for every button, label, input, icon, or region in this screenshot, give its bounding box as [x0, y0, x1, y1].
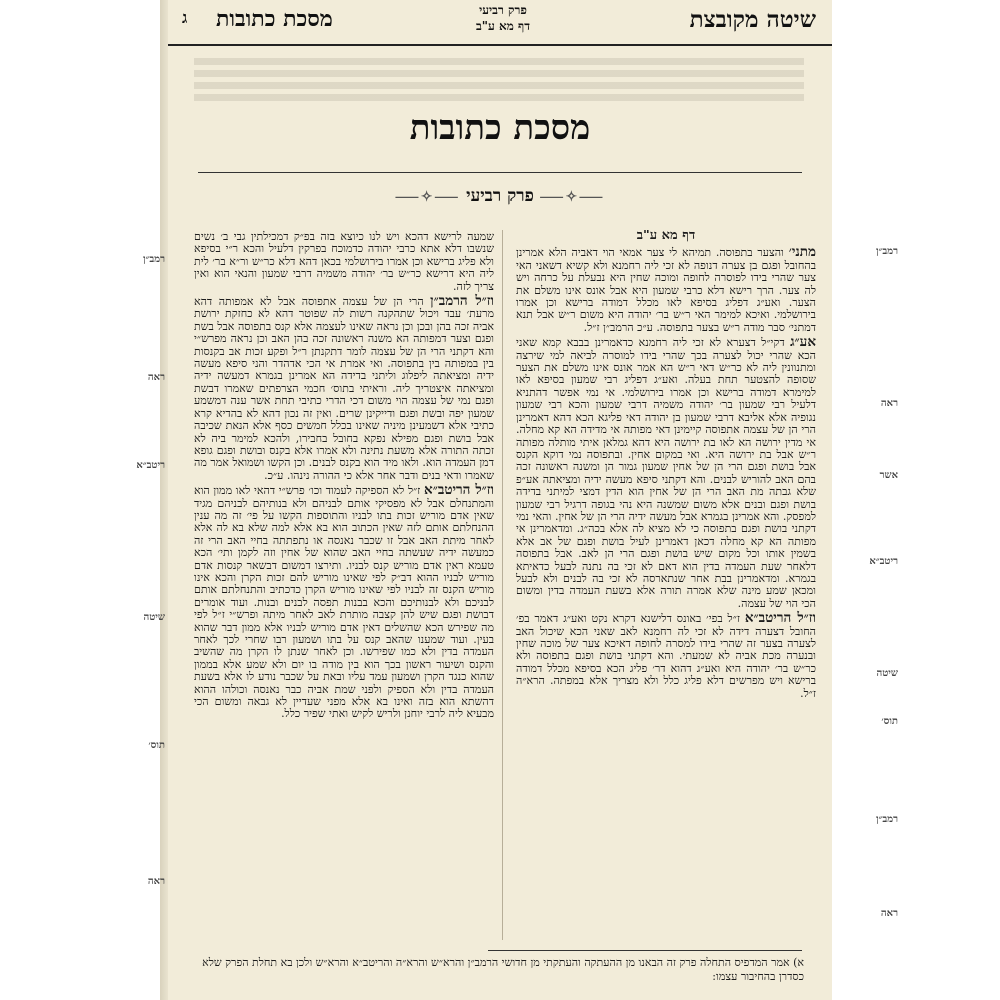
chapter-heading — [168, 186, 832, 206]
daf-heading: דף מא ע"ב — [636, 230, 696, 243]
paragraph-lead: וז״ל הרמב״ן — [430, 293, 494, 310]
paragraph — [194, 295, 494, 482]
margin-note: ראה — [880, 908, 898, 919]
header-page-number: ג — [182, 8, 188, 27]
header-daf: דף מא ע"ב — [476, 19, 530, 33]
paragraph — [516, 246, 816, 334]
ornament-icon: ⸺✧⸺ — [539, 189, 605, 205]
margin-note: רמב״ן — [875, 246, 898, 257]
margin-note: שיטה — [143, 612, 165, 623]
margin-note: ראה — [147, 372, 165, 383]
bleed-through-text — [194, 58, 804, 104]
paragraph — [194, 230, 494, 293]
left-text-column — [194, 230, 494, 940]
column-divider — [502, 230, 503, 940]
margin-note: רמב״ן — [875, 814, 898, 825]
margin-note: שיטה — [876, 668, 898, 679]
tractate-title: מסכת כתובות — [409, 108, 591, 148]
running-header — [168, 0, 832, 46]
header-chapter-daf — [438, 2, 568, 34]
paragraph — [516, 336, 816, 610]
book-page — [168, 0, 832, 1000]
paragraph — [194, 484, 494, 721]
paragraph-lead: מתני׳ — [788, 244, 816, 261]
header-tractate: מסכת כתובות — [216, 6, 333, 32]
right-margin-notes — [838, 0, 898, 1000]
header-book-title: שיטה מקובצת — [689, 6, 816, 33]
paragraph-text: ז״ל לא הספיקה לעמוד וכו׳ פרש״י דהאי לאו ממון הוא והמתנחלם אבל לא מפסיקי אותם לבניהם ולא בנותיהם לבניהם מגיד שאין אדם מוריש זכות בתו לבניו והתוספות הקשו על פי׳ זה מה ענין ההנחלתם אותם לזה שאין הכתוב הוא בא אלא למה שלא בא לה אלא לאחר מיתת האב אבל זו שכבר נאנסה או נתפתתה בחיי האב הרי זה כמעשה ידיה שעשתה בחיי האב שהוא של אחין וזה לקמן ותי׳ הכא טעמא ראין אדם מוריש קנס לבניו. ותירצו דמשום דבשאר קנסות אדם מוריש לבניו ההוא דב״ק לפי שאינו מוריש להם זכות הקרן והכא אינו מוריש הקנס זה לבניו לפי שאינו מוריש הקרן כדכתיב והתנחלתם אותם לבניכם ולא לבנותיכם והכא בבנות תפסה לבנים ובנות. ועוד אומרים דבושת ופגם שיש להן קצבה מותרת לאב לאחר מיתה ופרש״י ז״ל לפי מה שפירש הכא שהשלים דאין אדם מוריש לבניו אלא ממון דבר שהוא בעין. ועוד שמענו שהאב קנס על בתו ושמעון רבו שחרי לכך לאחר העמדה בדין ולא כמו שפירשו. וכן לאחר שנתן לו הקרן מה שהשיב והקנס ושיעור ראשון בכך הוא בין מודה בו יום ולא שמע אלא בממון שהוא כנגד הקרן ושמעון עמד עליו ובאת על שכבר נודע לו אלא בשעת העמדה בדין ולא הספיק ולפני שמת אביה כבר נאנסה וכולהו ההוא דהשתא הוא בזה ואינו בא אלא מפני שעדיין לא גבאה ומשום הכי מבעיא ליה לרבי יוחנן ולריש לקיש ואתי שפיר כלל. — [194, 484, 494, 721]
paragraph-text: ז״ל בפי׳ באונס דלישנא דקרא נקט ואע״ג דאמר בפ׳ החובל דצערה דידה לא זכי לה רחמנא לאב שאני הכא שיכול האב לצערה בצער זה שהרי בידו למסרה לחופה דאיכא צער של מוכה שחין ובנערה מכת אביה לא שמעתי. והא דקתני בושת ופגם בתפוסה ולא כר״ש בר׳ יהודה היא ואע״ג דהוא דר׳ פליג הכא בסיפא מכלל דמודה ברישא ויש מפרשים דלא פליג כלל ולא מצריך אלא במפתה. הרא״ה ז״ל. — [516, 612, 816, 700]
paragraph-text: דקי״ל דצערא לא זכי ליה רחמנא כדאמרינן בבבא קמא שאני הכא שהרי יכול לצערה בכך שהרי בידו למוסרה לביאה למי שירצה ומתנוונין ליה לא כר״ש דאי ר״ש הא אמר אונס אינו משלם את הצער שסופה להצטער תחת בעלה. ואע״ג דפליג רבי שמעון בסיפא לאו למימרא דמודה ברישא וכן אמרו בירושלמי. אי נמי אפשר דהתניא דלעיל רבי שמעון בר׳ יהודה משמיה דרבי שמעון והכא רבי שמעון נגופיה אלא אליבא דרבי שמעון בן יהודה דאי פליגא הכא דהא דאמרינן הרי הן של עצמה אתפוסה קיימינן דאי מפותה אי מדידה הא קא מחלה. אי מדין ירושה הא לאו בת ירושה היא דהא גמלאן איתי מותלה מפותה ר״ש אבל בת ירושה היא. ואי במקום אחין. ובתפוסה נמי דוקא הקנס אבל בושת ופגם הרי הן של אחין שמעון גמור הן ומשנה ראשונה זכה בהם האב להוריש לבנים. והא דקתני סיפא מעשה ידיה ומציאתה אע״פ שלא גבתה מת האב הרי הן של אחין הוא הדין דמצי למיתני בדידה בושת ופגם ובנים אלא משום שמשנה היא נהי בגופה דרגיל רבי שמעון למפסק. והא אמרינן בגמרא אבל מעשה ידיה הרי הן של אחין. והאי נמי דקתני בושת ופגם בתפוסה כי לא מציא לה אלא בכה״ג. ומדאמרינן אי מפותה הא קא מחלה דכאן דאמרינן לעיל בושת ופגם של אב אלא בשמין אותו וכל מקום שיש בושת ופגם הרי הן לאב. אבל בתפוסה דלאחר שעת העמדה בדין הוא דאם לא זכי בה נתנה לבעל כדאיתא בגמרא. ומדאמרינן בבת אחר שנתארסה לא זכי בה לבנים ולא לבעל ומכאן שמע מינה שלא אמרה תורה אלא בשעת העמדה בדין ומשום הכי הוי של עצמה. — [516, 336, 816, 610]
paragraph-text: והצער בתפוסה. תמיהא לי צער אמאי הוי דאביה הלא אמרינן בהחובל ופגם בן צערה דנופה לא זכי ליה רחמנא ולא קשיא דשאני האי צער שהרי בידו לפוסרה לחופה ומוכה שחין היא נבעלת על כרחה ויש לה צער. הרך רישא דלא כרבי שמעון היא אבל אונס אינו משלם את הצער. ואע״ג דפליג בסיפא לאו מכלל דמודה ברישא וכן אמרו בירושלמי. ואיכא למימר האי ר״ש בר׳ יהודה היא משום ר״ש אבל תנא דמתני׳ סבר מודה ר״ש בצער בתפוסה. ע״כ הרמב״ן ז״ל. — [516, 246, 816, 334]
paragraph-lead: וז״ל הריטב״א — [424, 482, 494, 499]
chapter-title: פרק רביעי — [466, 186, 534, 206]
margin-note: ראה — [880, 398, 898, 409]
margin-note: ריטב״א — [136, 460, 165, 471]
margin-note: תוס׳ — [148, 740, 165, 751]
footnote-rule — [488, 950, 802, 951]
title-rule — [198, 172, 802, 173]
right-text-column — [516, 230, 816, 940]
paragraph-text: הרי הן של עצמה אתפוסה אבל לא אמפותה דהא מרעת׳ עבד ויכול שתהקנה רשות לה שפוטר דהא לא כחזקת ירושת אביה זכה בהן ובכן וכן נראה שאינו לעצמה אלא קנס בתפוסה אבל בשת ופגם וצער דמפותה הא משנה ראשונה זכה בהן האב וכן נראה מפרש״י והא דקתני הרי הן של עצמה לומר דתקנתן ר״ל ופקע זכות אב בקנסות בין במפותה בין בתפוסה. ואי אמרת אי הכי אדהדר והני סיפא מעשה ידיה ומציאתה ליפלוג וליתני בדידה הא אמרינן בגמרא דמעשה ידיה ומציאתה איצטריך ליה. וראיתי בתוס׳ חכמי הצרפתים שאמרו דבשת ופגם נמי של עצמה הוי משום דכי הדרי כתיבי תחת אשר ענה דמשמע שמעון יפה ובשת ופגם ודייקינן שרים. ואין זה נכון דהא לא בהדיא קרא כתיבי אלא דשמעינן מיניה שאינו בכלל חמשים כסף אלא הנאת שכיבה אבל בושת ופגם מפילא נפקא בחובל בחבירו, ולהכא למימר ביה לא זכתה התורה אלא משעת נתינה ולא אמרו אלא בקנס ובושת ופגם גופא דמן העמדה הוא. ולאו מיד הוא בקנס לבנים. וכן הקשו ושמואל אמר מה שאמרו ודאי בנים ודבר אחר אלא כי ההורה נינהו. ע״כ. — [194, 295, 494, 482]
margin-note: אשר — [879, 470, 898, 481]
margin-note: רמב״ן — [142, 254, 165, 265]
margin-note: ריטב״א — [869, 556, 898, 567]
margin-note: תוס׳ — [881, 716, 898, 727]
footnote: א) אמר המדפיס התחלה פרק זה הבאנו מן ההעתקה והעתקתי מן חדושי הרמב״ן והרא״ש והרא״ה והריטב״א והרא״ש ולכן בא תחלת הפרק שלא כסדרן בהחיבור עצמו: — [202, 956, 804, 983]
paragraph-text: שמעה לרישא דהכא ויש לנו כיוצא בזה בפ״ק דמכילתין גבי ב׳ נשים שנשבו דלא אתא כרבי יהודה כדמוכח בפרקין דלעיל והכא ר״י בסיפא ולא פליג ברישא וכן אמרו בירושלמי בכאן דהא דלא כר״ש ור״א בר׳ לית ליה היא דרישא כר״ש בר׳ יהודה משמיה דרבי שמעון והנאי הוא ואין צריך לזה. — [194, 230, 494, 293]
paragraph — [516, 612, 816, 700]
paragraph-lead: וז״ל הריטב״א — [744, 610, 816, 627]
paragraph-lead: אע״ג — [790, 334, 816, 351]
left-margin-notes — [105, 0, 165, 1000]
margin-note: ראה — [147, 876, 165, 887]
ornament-icon: ⸺✧⸺ — [395, 189, 461, 205]
header-chapter: פרק רביעי — [479, 3, 527, 17]
